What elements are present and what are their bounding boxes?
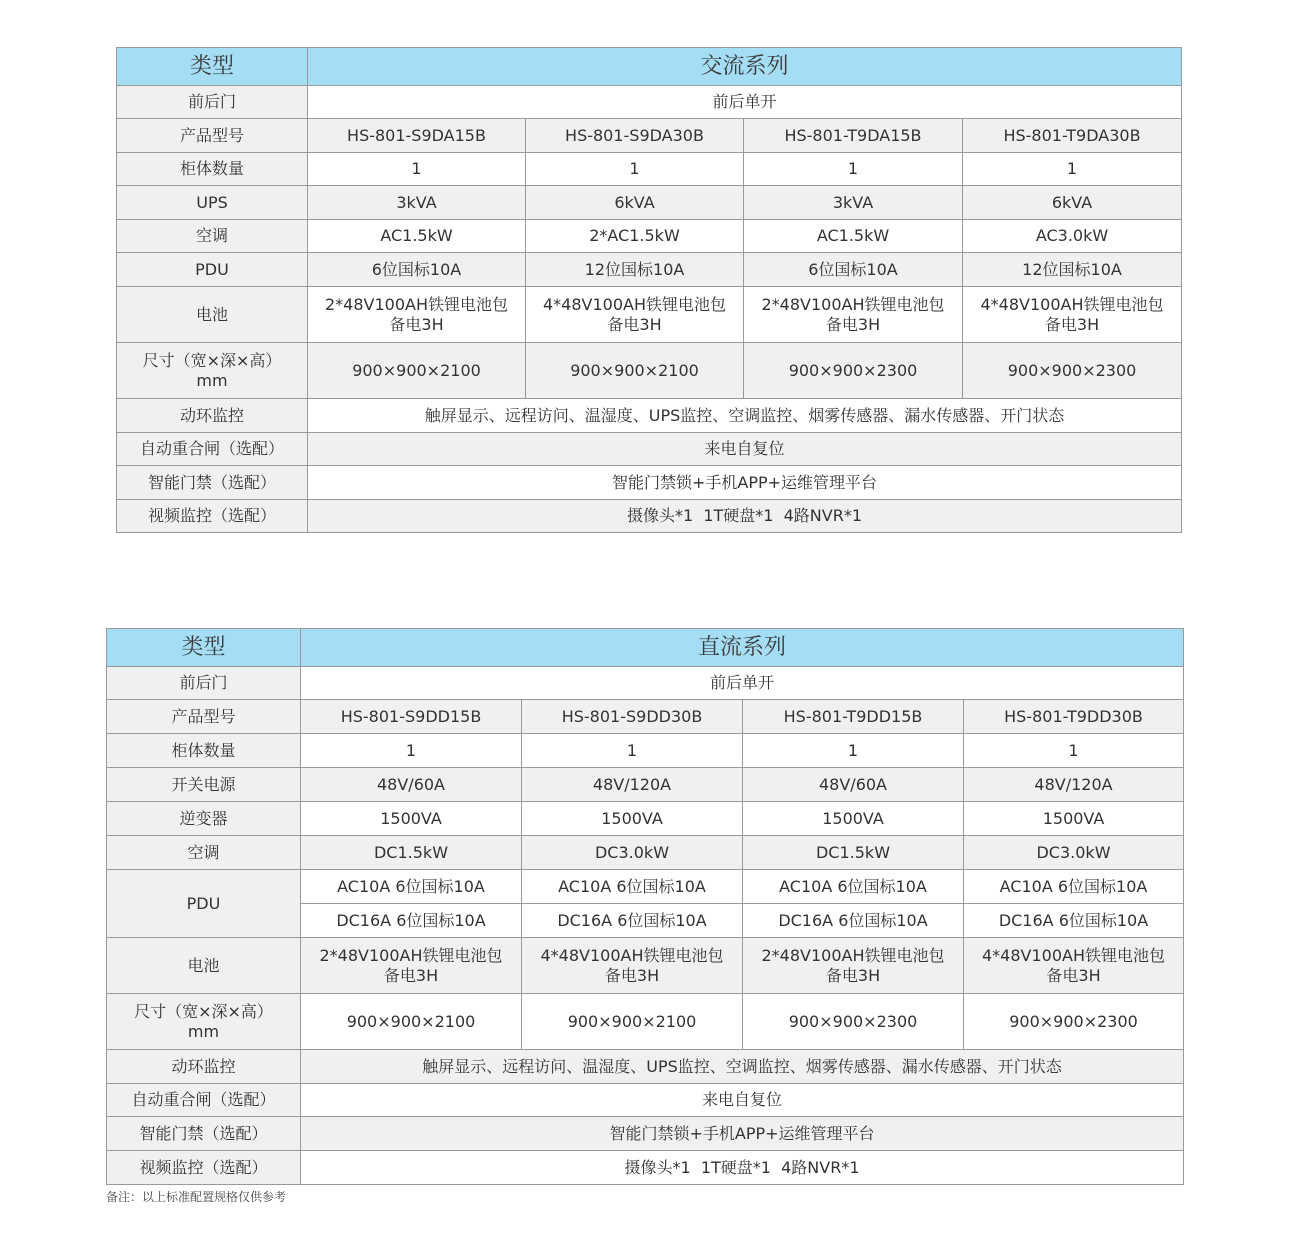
type-header: 类型: [117, 48, 308, 86]
row-label: 柜体数量: [107, 734, 301, 768]
size-cell: 900×900×2300: [964, 994, 1184, 1050]
table-row: [107, 870, 1184, 904]
battery-cell: 2*48V100AH铁锂电池包 备电3H: [308, 287, 526, 343]
aircon-cell: 2*AC1.5kW: [526, 220, 744, 253]
row-label: UPS: [117, 186, 308, 220]
battery-cell: 4*48V100AH铁锂电池包 备电3H: [522, 938, 743, 994]
table-row: [117, 119, 1182, 153]
aircon-cell: DC3.0kW: [964, 836, 1184, 870]
row-label: 电池: [107, 938, 301, 994]
aircon-cell: AC3.0kW: [963, 220, 1182, 253]
row-label: 产品型号: [117, 119, 308, 153]
battery-cell: 2*48V100AH铁锂电池包 备电3H: [743, 938, 964, 994]
monitoring-value: 触屏显示、远程访问、温湿度、UPS监控、空调监控、烟雾传感器、漏水传感器、开门状态: [308, 399, 1182, 433]
monitoring-value: 触屏显示、远程访问、温湿度、UPS监控、空调监控、烟雾传感器、漏水传感器、开门状态: [301, 1050, 1184, 1084]
table-row: [107, 700, 1184, 734]
cabinet-cell: 1: [963, 153, 1182, 186]
cabinet-cell: 1: [526, 153, 744, 186]
model-cell: HS-801-S9DD15B: [301, 700, 522, 734]
type-header: 类型: [107, 629, 301, 667]
table-row: [107, 994, 1184, 1050]
table-row: [107, 1050, 1184, 1084]
row-label: 空调: [107, 836, 301, 870]
size-cell: 900×900×2100: [522, 994, 743, 1050]
table-row: [107, 938, 1184, 994]
model-cell: HS-801-T9DA15B: [744, 119, 963, 153]
table-row: [107, 836, 1184, 870]
footnote: 备注：以上标准配置规格仅供参考: [106, 1190, 287, 1204]
battery-cell: 4*48V100AH铁锂电池包 备电3H: [963, 287, 1182, 343]
table-row: [117, 500, 1182, 533]
row-label: 产品型号: [107, 700, 301, 734]
aircon-cell: DC3.0kW: [522, 836, 743, 870]
row-label: 动环监控: [117, 399, 308, 433]
battery-cell: 2*48V100AH铁锂电池包 备电3H: [744, 287, 963, 343]
battery-cell: 2*48V100AH铁锂电池包 备电3H: [301, 938, 522, 994]
row-label: 自动重合闸（选配）: [117, 433, 308, 466]
video-value: 摄像头*1 1T硬盘*1 4路NVR*1: [301, 1151, 1184, 1185]
ups-cell: 6kVA: [963, 186, 1182, 220]
inverter-cell: 1500VA: [743, 802, 964, 836]
reclose-value: 来电自复位: [308, 433, 1182, 466]
model-cell: HS-801-T9DD30B: [964, 700, 1184, 734]
row-label: PDU: [117, 253, 308, 287]
row-label: 柜体数量: [117, 153, 308, 186]
table-row: [107, 1117, 1184, 1151]
pdu-ac-cell: AC10A 6位国标10A: [964, 870, 1184, 904]
video-value: 摄像头*1 1T硬盘*1 4路NVR*1: [308, 500, 1182, 533]
row-label: 视频监控（选配）: [107, 1151, 301, 1185]
cabinet-cell: 1: [744, 153, 963, 186]
table-row: [117, 153, 1182, 186]
table-row: [107, 734, 1184, 768]
reclose-value: 来电自复位: [301, 1084, 1184, 1117]
ups-cell: 6kVA: [526, 186, 744, 220]
table-row: [107, 768, 1184, 802]
size-cell: 900×900×2100: [308, 343, 526, 399]
model-cell: HS-801-S9DA15B: [308, 119, 526, 153]
access-value: 智能门禁锁+手机APP+运维管理平台: [301, 1117, 1184, 1151]
size-cell: 900×900×2100: [526, 343, 744, 399]
row-label: 空调: [117, 220, 308, 253]
pdu-cell: 6位国标10A: [744, 253, 963, 287]
pdu-ac-cell: AC10A 6位国标10A: [743, 870, 964, 904]
row-label: 动环监控: [107, 1050, 301, 1084]
model-cell: HS-801-T9DA30B: [963, 119, 1182, 153]
table-row: [117, 253, 1182, 287]
power-cell: 48V/120A: [522, 768, 743, 802]
table-row: [107, 1151, 1184, 1185]
pdu-dc-cell: DC16A 6位国标10A: [964, 904, 1184, 938]
dc-series-table: [106, 628, 1184, 1185]
cabinet-cell: 1: [743, 734, 964, 768]
pdu-dc-cell: DC16A 6位国标10A: [301, 904, 522, 938]
ac-series-table: [116, 47, 1182, 533]
pdu-dc-cell: DC16A 6位国标10A: [743, 904, 964, 938]
access-value: 智能门禁锁+手机APP+运维管理平台: [308, 466, 1182, 500]
table-header-row: [107, 629, 1184, 667]
model-cell: HS-801-T9DD15B: [743, 700, 964, 734]
pdu-ac-cell: AC10A 6位国标10A: [522, 870, 743, 904]
model-cell: HS-801-S9DA30B: [526, 119, 744, 153]
inverter-cell: 1500VA: [522, 802, 743, 836]
ups-cell: 3kVA: [308, 186, 526, 220]
table-row: [117, 220, 1182, 253]
pdu-cell: 12位国标10A: [526, 253, 744, 287]
row-label: 前后门: [107, 667, 301, 700]
table-row: [117, 433, 1182, 466]
row-label: PDU: [107, 870, 301, 938]
row-label: 前后门: [117, 86, 308, 119]
cabinet-cell: 1: [964, 734, 1184, 768]
cabinet-cell: 1: [301, 734, 522, 768]
pdu-cell: 12位国标10A: [963, 253, 1182, 287]
row-label: 开关电源: [107, 768, 301, 802]
ups-cell: 3kVA: [744, 186, 963, 220]
row-label: 尺寸（宽×深×高） mm: [107, 994, 301, 1050]
aircon-cell: DC1.5kW: [743, 836, 964, 870]
aircon-cell: DC1.5kW: [301, 836, 522, 870]
power-cell: 48V/60A: [301, 768, 522, 802]
size-cell: 900×900×2300: [963, 343, 1182, 399]
table-row: [117, 399, 1182, 433]
pdu-ac-cell: AC10A 6位国标10A: [301, 870, 522, 904]
table-row: [107, 802, 1184, 836]
power-cell: 48V/120A: [964, 768, 1184, 802]
aircon-cell: AC1.5kW: [744, 220, 963, 253]
inverter-cell: 1500VA: [964, 802, 1184, 836]
door-value: 前后单开: [301, 667, 1184, 700]
door-value: 前后单开: [308, 86, 1182, 119]
model-cell: HS-801-S9DD30B: [522, 700, 743, 734]
pdu-dc-cell: DC16A 6位国标10A: [522, 904, 743, 938]
table-row: [107, 1084, 1184, 1117]
row-label: 电池: [117, 287, 308, 343]
row-label: 自动重合闸（选配）: [107, 1084, 301, 1117]
size-cell: 900×900×2300: [743, 994, 964, 1050]
table-row: [117, 86, 1182, 119]
series-title: 交流系列: [308, 48, 1182, 86]
series-title: 直流系列: [301, 629, 1184, 667]
size-cell: 900×900×2300: [744, 343, 963, 399]
power-cell: 48V/60A: [743, 768, 964, 802]
size-cell: 900×900×2100: [301, 994, 522, 1050]
table-row: [117, 186, 1182, 220]
table-header-row: [117, 48, 1182, 86]
table-row: [117, 466, 1182, 500]
table-row: [107, 667, 1184, 700]
cabinet-cell: 1: [522, 734, 743, 768]
row-label: 智能门禁（选配）: [107, 1117, 301, 1151]
table-row: [117, 343, 1182, 399]
table-row: [117, 287, 1182, 343]
aircon-cell: AC1.5kW: [308, 220, 526, 253]
row-label: 逆变器: [107, 802, 301, 836]
pdu-cell: 6位国标10A: [308, 253, 526, 287]
row-label: 尺寸（宽×深×高） mm: [117, 343, 308, 399]
cabinet-cell: 1: [308, 153, 526, 186]
row-label: 智能门禁（选配）: [117, 466, 308, 500]
row-label: 视频监控（选配）: [117, 500, 308, 533]
battery-cell: 4*48V100AH铁锂电池包 备电3H: [964, 938, 1184, 994]
inverter-cell: 1500VA: [301, 802, 522, 836]
battery-cell: 4*48V100AH铁锂电池包 备电3H: [526, 287, 744, 343]
